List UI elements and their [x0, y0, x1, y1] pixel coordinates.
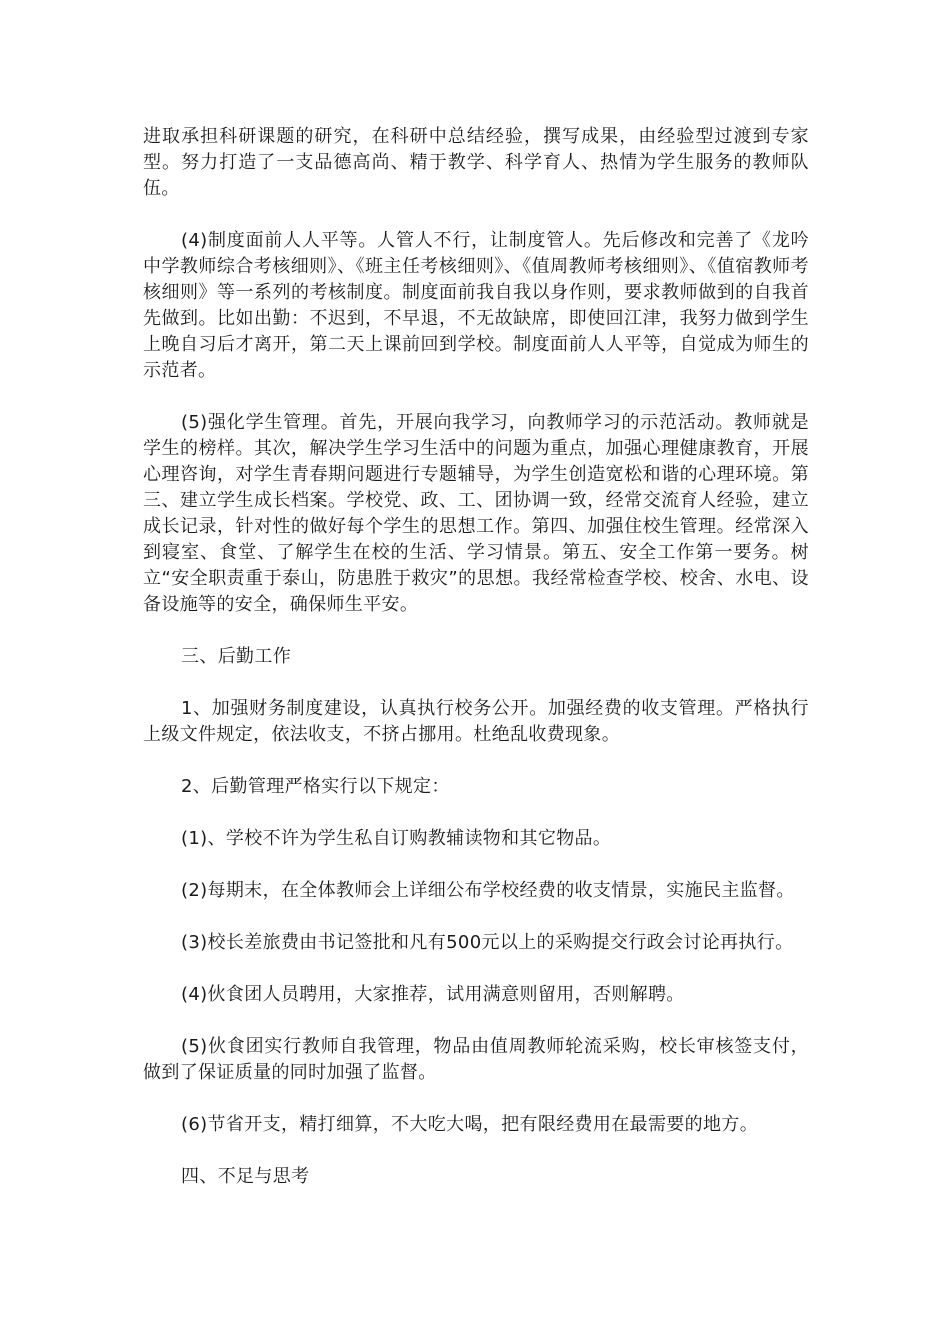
paragraph-gap	[143, 1086, 809, 1112]
paragraph-system-equality: (4)制度面前人人平等。人管人不行，让制度管人。先后修改和完善了《龙吟中学教师综合考核细则》、《班主任考核细则》、《值周教师考核细则》、《值宿教师考核细则》等一系列的考核制度。制度面前我自我以身作则，要求教师做到的自我首先做到。比如出勤：不迟到，不早退，不无故缺席，即使回江津，我努力做到学生上晚自习后才离开，第二天上课前回到学校。制度面前人人平等，自觉成为师生的示范者。	[143, 230, 809, 381]
paragraph-finance-system: 1、加强财务制度建设，认真执行校务公开。加强经费的收支管理。严格执行上级文件规定，依法收支，不挤占挪用。杜绝乱收费现象。	[143, 698, 809, 745]
rule-item-5: (5)伙食团实行教师自我管理，物品由值周教师轮流采购，校长审核签支付，做到了保证质量的同时加强了监督。	[143, 1036, 809, 1083]
paragraph-gap	[143, 748, 809, 774]
paragraph-logistics-rules-intro: 2、后勤管理严格实行以下规定：	[181, 776, 450, 797]
rule-item-3: (3)校长差旅费由书记签批和凡有500元以上的采购提交行政会讨论再执行。	[181, 932, 794, 953]
paragraph-gap	[143, 670, 809, 696]
paragraph-gap	[143, 800, 809, 826]
paragraph-gap	[143, 1008, 809, 1034]
rule-item-6: (6)节省开支，精打细算，不大吃大喝，把有限经费用在最需要的地方。	[181, 1114, 759, 1135]
paragraph-gap	[143, 384, 809, 410]
paragraph-gap	[143, 1138, 809, 1164]
paragraph-gap	[143, 904, 809, 930]
paragraph-gap	[143, 956, 809, 982]
paragraph-gap	[143, 852, 809, 878]
rule-item-4: (4)伙食团人员聘用，大家推荐，试用满意则留用，否则解聘。	[181, 984, 685, 1005]
paragraph-gap	[143, 618, 809, 644]
section-heading-logistics: 三、后勤工作	[181, 646, 292, 667]
document-body	[143, 124, 809, 1190]
rule-item-2: (2)每期末，在全体教师会上详细公布学校经费的收支情景，实施民主监督。	[181, 880, 795, 901]
paragraph-teacher-team: 进取承担科研课题的研究，在科研中总结经验，撰写成果，由经验型过渡到专家型。努力打造了一支品德高尚、精于教学、科学育人、热情为学生服务的教师队伍。	[143, 126, 809, 199]
section-heading-shortcomings: 四、不足与思考	[181, 1166, 310, 1187]
paragraph-student-management: (5)强化学生管理。首先，开展向我学习，向教师学习的示范活动。教师就是学生的榜样。其次，解决学生学习生活中的问题为重点，加强心理健康教育，开展心理咨询，对学生青春期问题进行专题辅导，为学生创造宽松和谐的心理环境。第三、建立学生成长档案。学校党、政、工、团协调一致，经常交流育人经验，建立成长记录，针对性的做好每个学生的思想工作。第四、加强住校生管理。经常深入到寝室、食堂、了解学生在校的生活、学习情景。第五、安全工作第一要务。树立“安全职责重于泰山，防患胜于救灾”的思想。我经常检查学校、校舍、水电、设备设施等的安全，确保师生平安。	[143, 412, 809, 615]
paragraph-gap	[143, 202, 809, 228]
rule-item-1: (1)、学校不许为学生私自订购教辅读物和其它物品。	[181, 828, 612, 849]
